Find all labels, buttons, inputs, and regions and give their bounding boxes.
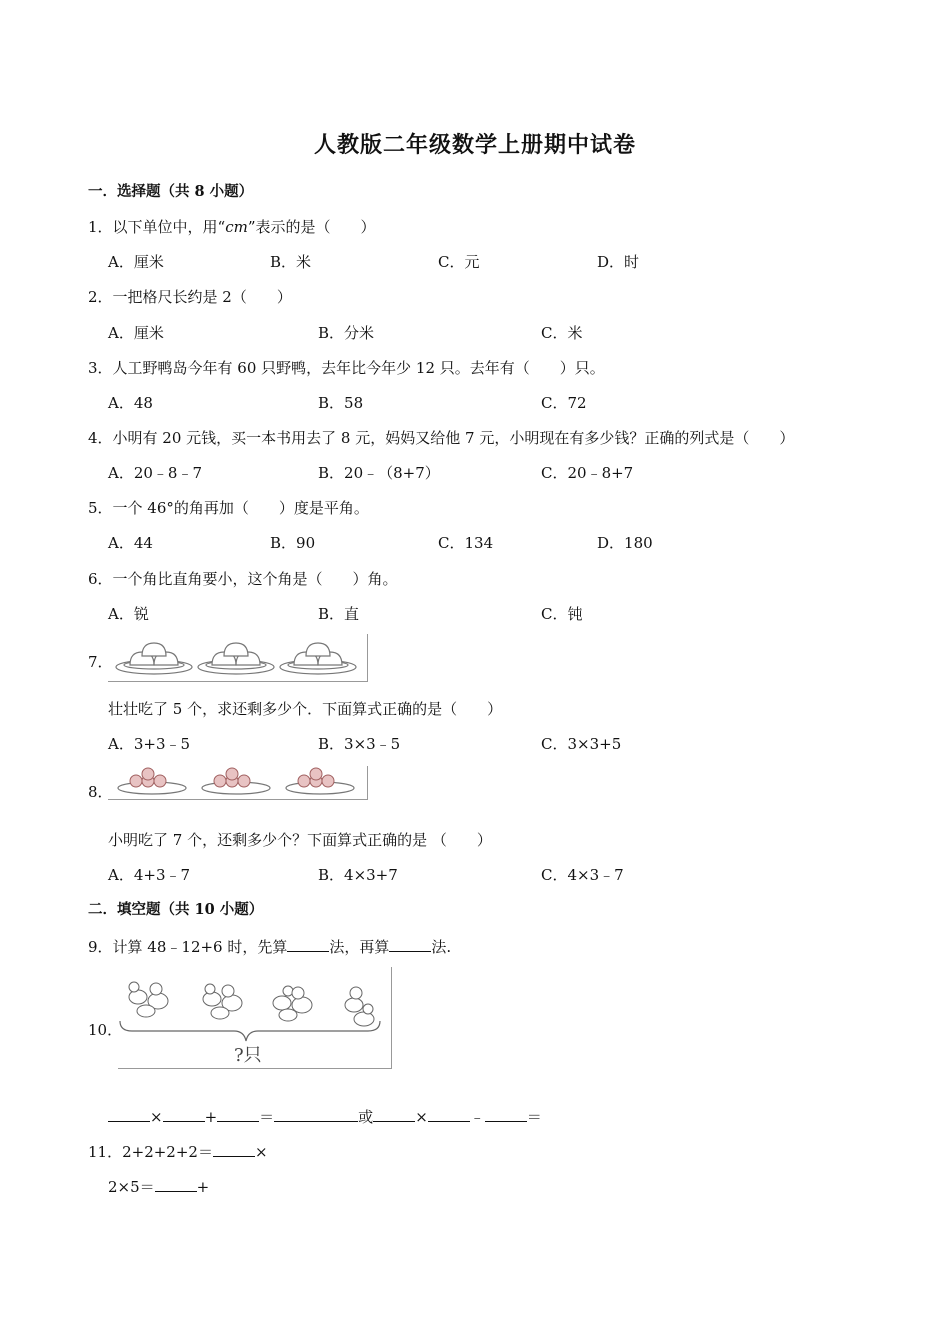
question-7-number: 7． (88, 653, 113, 671)
question-1 (88, 217, 376, 237)
q4-option-c[interactable]: C．20﹣8+7 (541, 464, 634, 482)
section-heading-choice: 一．选择题（共 8 小题） (88, 183, 254, 200)
question-7-text: 壮壮吃了 5 个，求还剩多少个．下面算式正确的是（ ） (108, 700, 503, 718)
q10-op-equals: ＝ (259, 1108, 275, 1126)
q8-cakes-figure (108, 766, 368, 800)
q4-option-a[interactable]: A．20﹣8﹣7 (108, 464, 203, 482)
question-9-text-pre: 9．计算 48﹣12+6 时，先算 (88, 938, 288, 956)
q5-option-c[interactable]: C．134 (438, 534, 494, 552)
q1-option-b[interactable]: B．米 (270, 253, 312, 271)
q10-op-equals-2: ＝ (526, 1108, 542, 1126)
section-heading-fill-in: 二．填空题（共 10 小题） (88, 901, 264, 918)
q11-line1-pre: 11．2+2+2+2＝ (88, 1143, 213, 1161)
q10-op-plus: + (204, 1108, 218, 1126)
q7-option-a[interactable]: A．3+3﹣5 (108, 735, 191, 753)
question-3: 3．人工野鸭岛今年有 60 只野鸭，去年比今年少 12 只。去年有（ ）只。 (88, 359, 605, 377)
q2-option-c[interactable]: C．米 (541, 324, 583, 342)
q1-option-c[interactable]: C．元 (438, 253, 480, 271)
q10-op-times-2: × (415, 1108, 428, 1126)
q8-option-b[interactable]: B．4×3+7 (318, 866, 398, 884)
q11-line2-post: + (196, 1178, 210, 1196)
q11-blank-1[interactable] (213, 1141, 255, 1157)
q10-op-times: × (150, 1108, 163, 1126)
q9-blank-2[interactable] (389, 936, 431, 952)
q10-blank-3[interactable] (217, 1106, 259, 1122)
q8-option-c[interactable]: C．4×3﹣7 (541, 866, 624, 884)
question-10-number: 10． (88, 1021, 123, 1039)
question-9-text-post: 法. (431, 938, 452, 956)
q5-option-b[interactable]: B．90 (270, 534, 316, 552)
question-11-line-1 (88, 1141, 268, 1162)
q10-op-minus: ﹣ (469, 1108, 485, 1126)
q7-steamed-buns-figure (108, 634, 368, 682)
q6-option-b[interactable]: B．直 (318, 605, 360, 623)
question-9-text-mid: 法，再算 (329, 938, 390, 956)
q3-option-c[interactable]: C．72 (541, 394, 587, 412)
question-6: 6．一个角比直角要小，这个角是（ ）角。 (88, 570, 398, 588)
q5-option-a[interactable]: A．44 (108, 534, 153, 552)
q10-chicks-figure (118, 967, 392, 1069)
question-2: 2．一把格尺长约是 2（ ） (88, 288, 292, 306)
q6-option-a[interactable]: A．锐 (108, 605, 149, 623)
q11-blank-2[interactable] (155, 1176, 197, 1192)
q10-blank-1[interactable] (108, 1106, 150, 1122)
q5-option-d[interactable]: D．180 (597, 534, 653, 552)
q3-option-a[interactable]: A．48 (108, 394, 153, 412)
q10-blank-5[interactable] (373, 1106, 415, 1122)
question-10-answer-line (108, 1106, 542, 1127)
question-8-text: 小明吃了 7 个，还剩多少个？下面算式正确的是 （ ） (108, 831, 492, 849)
q6-option-c[interactable]: C．钝 (541, 605, 583, 623)
q3-option-b[interactable]: B．58 (318, 394, 364, 412)
question-1-number: 1． (88, 218, 113, 236)
question-1-text-post: ”表示的是（ ） (247, 218, 376, 236)
question-1-unit: cm (225, 218, 248, 236)
q11-line1-post: × (254, 1143, 268, 1161)
question-1-text-pre: 以下单位中，用“ (112, 218, 226, 236)
q10-blank-2[interactable] (163, 1106, 205, 1122)
q2-option-b[interactable]: B．分米 (318, 324, 375, 342)
question-5: 5．一个 46°的角再加（ ）度是平角。 (88, 499, 369, 517)
q10-blank-4[interactable] (274, 1106, 358, 1122)
q4-option-b[interactable]: B．20﹣（8+7） (318, 464, 440, 482)
q8-option-a[interactable]: A．4+3﹣7 (108, 866, 191, 884)
page-title: 人教版二年级数学上册期中试卷 (313, 132, 636, 158)
question-9 (88, 936, 451, 957)
q10-figure-label: ?只 (234, 1045, 262, 1066)
question-4: 4．小明有 20 元钱，买一本书用去了 8 元，妈妈又给他 7 元，小明现在有多少钱？正确的列式是（ ） (88, 429, 795, 447)
q11-line2-pre: 2×5＝ (108, 1178, 155, 1196)
q2-option-a[interactable]: A．厘米 (108, 324, 164, 342)
q10-blank-7[interactable] (485, 1106, 527, 1122)
q10-blank-6[interactable] (428, 1106, 470, 1122)
q9-blank-1[interactable] (287, 936, 329, 952)
q7-option-c[interactable]: C．3×3+5 (541, 735, 622, 753)
q1-option-d[interactable]: D．时 (597, 253, 640, 271)
q10-or: 或 (358, 1108, 374, 1126)
q7-option-b[interactable]: B．3×3﹣5 (318, 735, 401, 753)
question-11-line-2 (108, 1176, 209, 1197)
q1-option-a[interactable]: A．厘米 (108, 253, 164, 271)
question-8-number: 8． (88, 783, 113, 801)
